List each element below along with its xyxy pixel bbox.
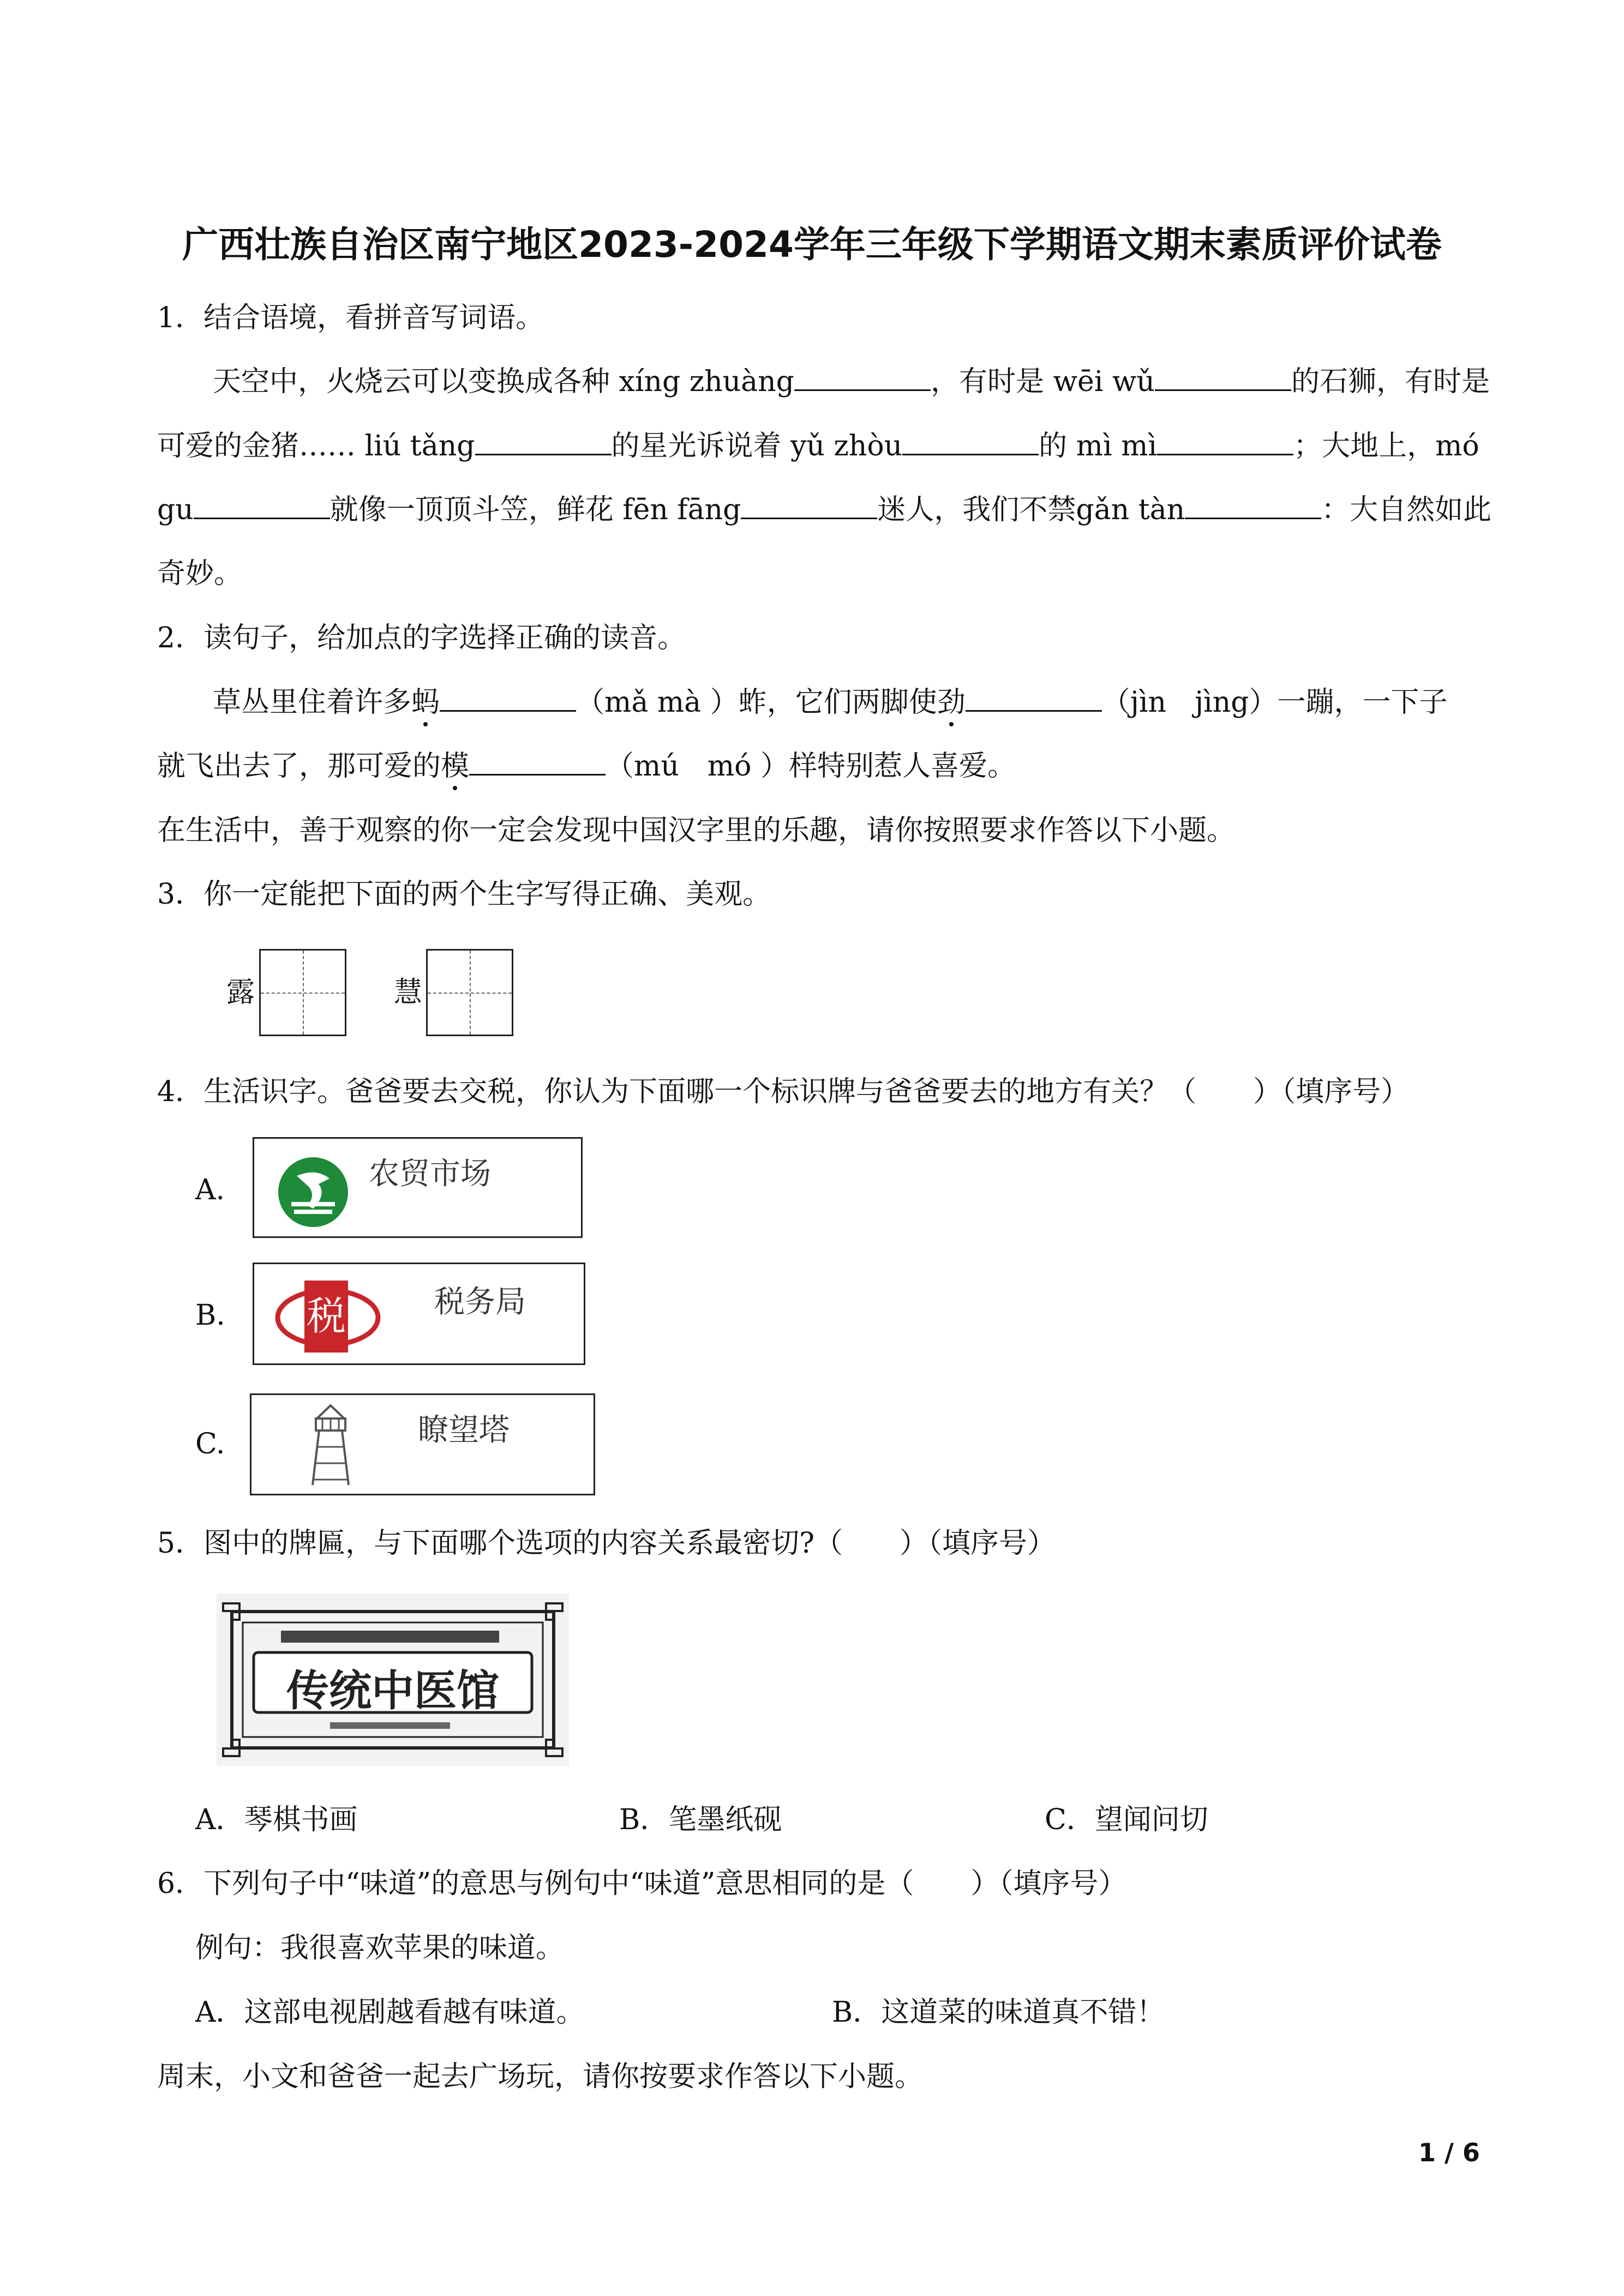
answer-blank[interactable]: [902, 432, 1039, 455]
q3-prompt: 3．你一定能把下面的两个生字写得正确、美观。: [157, 878, 771, 911]
section-intro: 周末，小文和爸爸一起去广场玩，请你按要求作答以下小题。: [157, 2060, 924, 2093]
answer-blank[interactable]: [794, 368, 931, 391]
q4-option-c-label: C.: [195, 1428, 225, 1460]
q5-prompt: 5．图中的牌匾，与下面哪个选项的内容关系最密切?（ ）（填序号）: [157, 1527, 1056, 1560]
q5-option-a: A．琴棋书画: [195, 1804, 358, 1836]
sign-text: 税务局: [434, 1284, 526, 1320]
q5-option-b: B．笔墨纸砚: [619, 1804, 782, 1836]
q3-char-2: 慧: [394, 976, 423, 1009]
farmers-market-logo-icon: [275, 1154, 351, 1230]
q2-prompt: 2．读句子，给加点的字选择正确的读音。: [157, 622, 686, 654]
q3-char-1: 露: [226, 976, 255, 1009]
dotted-char: 劲: [937, 686, 966, 719]
tax-seal-char: 税: [306, 1293, 346, 1339]
answer-blank[interactable]: [1185, 496, 1321, 519]
q4-option-b-label: B.: [195, 1299, 225, 1332]
plaque-image: [215, 1592, 570, 1767]
q1-prompt: 1．结合语境，看拼音写词语。: [157, 302, 544, 334]
q2-line1: 草丛里住着许多蚂 （mǎ mà ）蚱，它们两脚使劲 （jìn jìng）一蹦，一下子: [213, 686, 1448, 719]
section-intro: 在生活中，善于观察的你一定会发现中国汉字里的乐趣，请你按照要求作答以下小题。: [157, 814, 1236, 847]
sign-farmers-market[interactable]: [253, 1137, 583, 1238]
answer-blank[interactable]: [1155, 368, 1291, 391]
answer-blank[interactable]: [1157, 432, 1293, 455]
answer-blank[interactable]: [475, 432, 612, 455]
q2-line2: 就飞出去了，那可爱的模 （mú mó ）样特别惹人喜爱。: [157, 750, 1016, 783]
q6-option-a: A．这部电视剧越看越有味道。: [195, 1996, 585, 2029]
q6-prompt: 6．下列句子中“味道”的意思与例句中“味道”意思相同的是（ ）（填序号）: [157, 1867, 1127, 1900]
q6-option-b: B．这道菜的味道真不错！: [832, 1996, 1165, 2029]
watchtower-icon: [306, 1403, 355, 1490]
dotted-char: 模: [441, 750, 470, 783]
answer-blank[interactable]: [469, 752, 606, 776]
q5-option-c: C．望闻问切: [1045, 1804, 1208, 1836]
plaque-text: 传统中医馆: [286, 1667, 499, 1716]
sign-text: 农贸市场: [369, 1156, 491, 1192]
answer-blank[interactable]: [194, 496, 330, 519]
answer-blank[interactable]: [966, 688, 1102, 712]
tax-bureau-logo-icon: [271, 1274, 385, 1356]
writing-grid[interactable]: [259, 949, 346, 1036]
q1-line2: 可爱的金猪…… liú tǎng 的星光诉说着 yǔ zhòu 的 mì mì ；大地上，mó: [157, 430, 1479, 462]
dotted-char: 蚂: [411, 686, 440, 719]
sign-watchtower[interactable]: [250, 1393, 595, 1495]
answer-blank[interactable]: [741, 496, 877, 519]
q4-prompt: 4．生活识字。爸爸要去交税，你认为下面哪一个标识牌与爸爸要去的地方有关？（ ）（填序号）: [157, 1075, 1410, 1108]
q1-line3: gu 就像一顶顶斗笠，鲜花 fēn fāng 迷人，我们不禁gǎn tàn ：大自然如此: [157, 494, 1492, 526]
page-number: 1 / 6: [1418, 2138, 1480, 2167]
q6-example: 例句：我很喜欢苹果的味道。: [195, 1932, 565, 1964]
answer-blank[interactable]: [440, 688, 576, 712]
q1-line1: 天空中，火烧云可以变换成各种 xíng zhuàng ，有时是 wēi wǔ 的石狮，有时是: [213, 365, 1490, 398]
sign-text: 瞭望塔: [418, 1413, 510, 1448]
q1-line4: 奇妙。: [157, 557, 243, 590]
q4-option-a-label: A.: [195, 1174, 225, 1206]
sign-tax-bureau[interactable]: [253, 1263, 585, 1365]
writing-grid[interactable]: [426, 949, 513, 1036]
page-title: 广西壮族自治区南宁地区2023-2024学年三年级下学期语文期末素质评价试卷: [182, 224, 1442, 266]
